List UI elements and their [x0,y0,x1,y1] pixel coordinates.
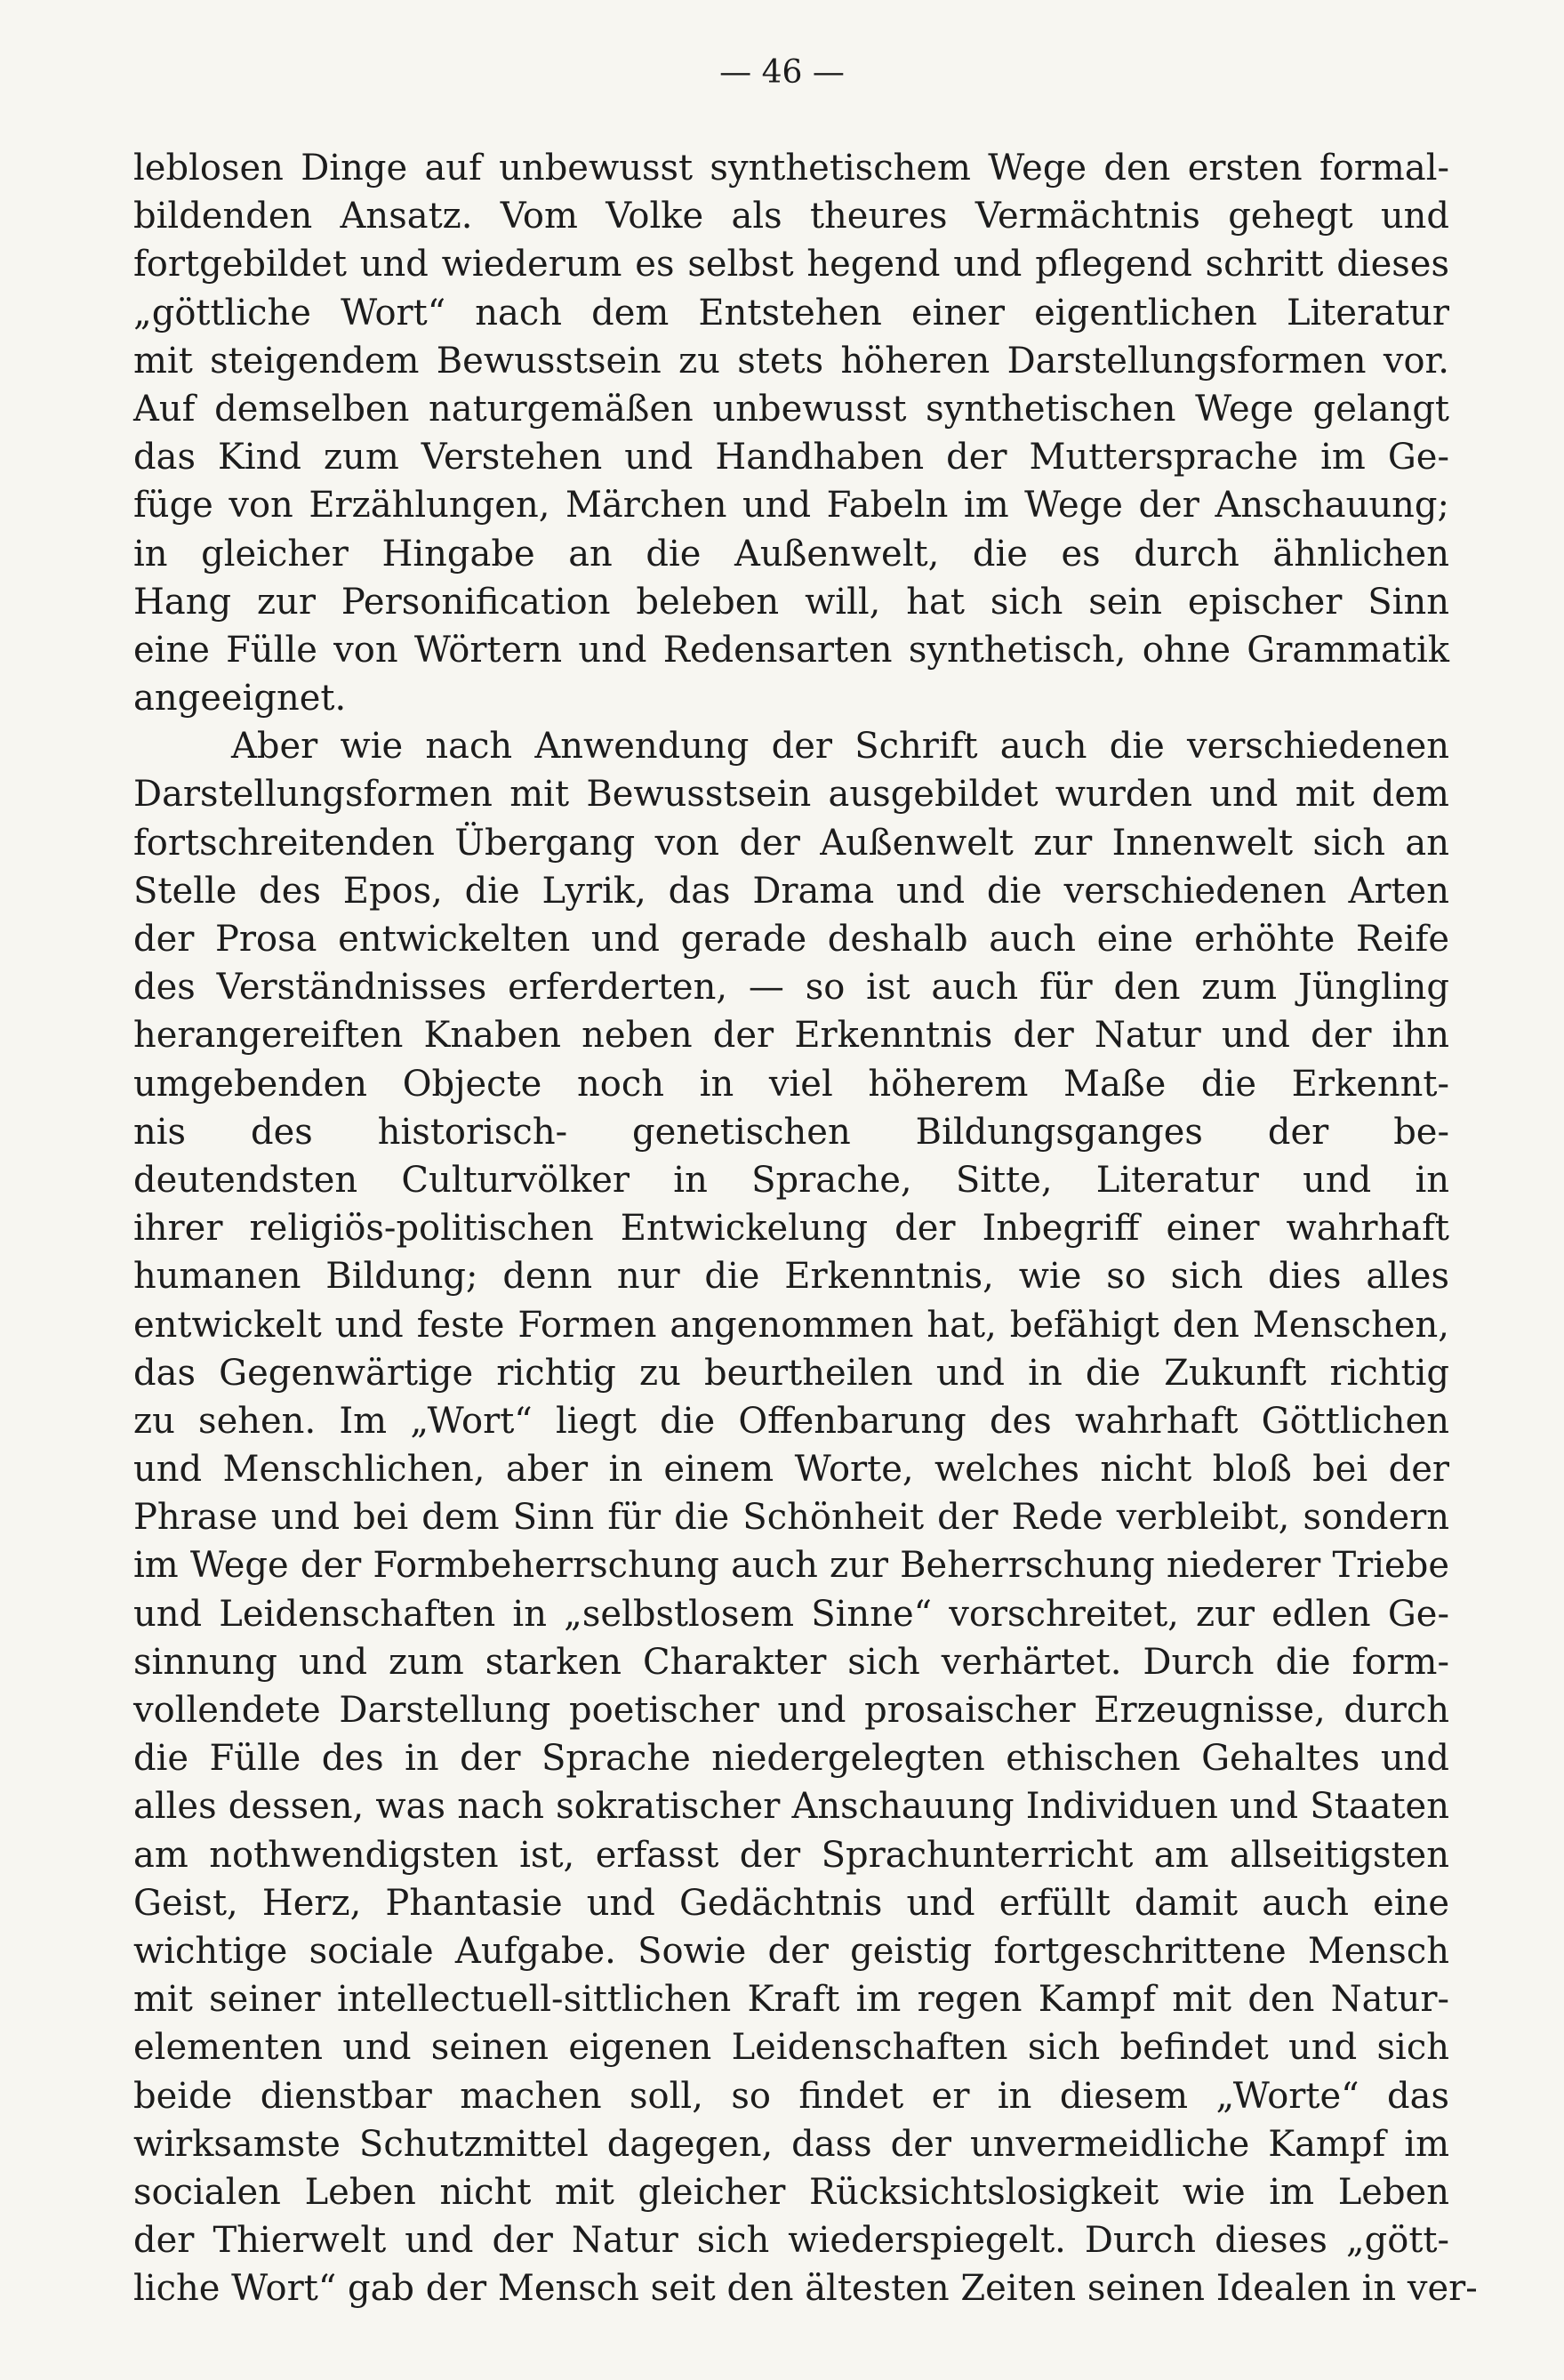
text-line: mit steigendem Bewusstsein zu stets höheren Darstellungsformen vor. [133,340,1449,382]
text-line: der Thierwelt und der Natur sich wiederspiegelt. Durch dieses „gött- [133,2220,1449,2262]
text-line: entwickelt und feste Formen angenommen hat, befähigt den Menschen, [133,1304,1449,1346]
text-line: humanen Bildung; denn nur die Erkenntnis, wie so sich dies alles [133,1256,1449,1298]
text-line: beide dienstbar machen soll, so findet er in diesem „Worte“ das [133,2075,1449,2117]
text-line: Stelle des Epos, die Lyrik, das Drama und die verschiedenen Arten [133,870,1449,912]
text-line: mit seiner intellectuell-sittlichen Kraft im regen Kampf mit den Natur- [133,1979,1449,2021]
text-line: wirksamste Schutzmittel dagegen, dass der unvermeidliche Kampf im [133,2123,1449,2165]
text-line: nis des historisch- genetischen Bildungsganges der be- [133,1111,1449,1153]
text-line: deutendsten Culturvölker in Sprache, Sitte, Literatur und in [133,1159,1449,1201]
text-line: und Leidenschaften in „selbstlosem Sinne“ vorschreitet, zur edlen Ge- [133,1593,1449,1635]
text-line: liche Wort“ gab der Mensch seit den ältesten Zeiten seinen Idealen in ver- [133,2268,1478,2310]
text-line: eine Fülle von Wörtern und Redensarten synthetisch, ohne Grammatik [133,629,1449,671]
text-line: Geist, Herz, Phantasie und Gedächtnis und erfüllt damit auch eine [133,1882,1449,1924]
text-line: „göttliche Wort“ nach dem Entstehen einer eigentlichen Literatur [133,292,1449,334]
text-line: füge von Erzählungen, Märchen und Fabeln im Wege der Anschauung; [133,485,1449,527]
text-line: herangereiften Knaben neben der Erkenntnis der Natur und der ihn [133,1015,1449,1057]
text-line: wichtige sociale Aufgabe. Sowie der geistig fortgeschrittene Mensch [133,1930,1449,1972]
text-line: ihrer religiös-politischen Entwickelung der Inbegriff einer wahrhaft [133,1208,1449,1250]
text-line: in gleicher Hingabe an die Außenwelt, die es durch ähnlichen [133,533,1449,575]
text-line: Auf demselben naturgemäßen unbewusst synthetischen Wege gelangt [133,388,1449,430]
text-line: zu sehen. Im „Wort“ liegt die Offenbarung des wahrhaft Göttlichen [133,1400,1449,1442]
text-line: bildenden Ansatz. Vom Volke als theures Vermächtnis gehegt und [133,196,1449,237]
text-line: fortgebildet und wiederum es selbst hegend und pflegend schritt dieses [133,244,1449,285]
text-line: alles dessen, was nach sokratischer Anschauung Individuen und Staaten [133,1786,1449,1828]
page-number: — 46 — [719,54,845,91]
text-line: Phrase und bei dem Sinn für die Schönheit der Rede verbleibt, sondern [133,1497,1449,1539]
text-line: des Verständnisses erferderten, — so ist auch für den zum Jüngling [133,967,1449,1009]
text-line: die Fülle des in der Sprache niedergelegten ethischen Gehaltes und [133,1738,1449,1780]
text-line: elementen und seinen eigenen Leidenschaften sich befindet und sich [133,2027,1449,2069]
text-line: leblosen Dinge auf unbewusst synthetischem Wege den ersten formal- [133,148,1449,189]
text-line: fortschreitenden Übergang von der Außenwelt zur Innenwelt sich an [133,822,1449,864]
text-line: der Prosa entwickelten und gerade deshalb auch eine erhöhte Reife [133,919,1449,960]
text-line: und Menschlichen, aber in einem Worte, welches nicht bloß bei der [133,1449,1449,1491]
text-line: am nothwendigsten ist, erfasst der Sprachunterricht am allseitigsten [133,1834,1449,1876]
text-line: angeeignet. [133,678,347,720]
text-line: umgebenden Objecte noch in viel höherem Maße die Erkennt- [133,1063,1449,1105]
text-line: Darstellungsformen mit Bewusstsein ausgebildet wurden und mit dem [133,774,1449,816]
body-text [133,144,1478,2312]
text-line: vollendete Darstellung poetischer und prosaischer Erzeugnisse, durch [133,1690,1449,1731]
text-line: das Kind zum Verstehen und Handhaben der Muttersprache im Ge- [133,437,1449,478]
text-line: das Gegenwärtige richtig zu beurtheilen und in die Zukunft richtig [133,1352,1449,1394]
text-line: im Wege der Formbeherrschung auch zur Beherrschung niederer Triebe [133,1545,1449,1587]
text-line: Hang zur Personification beleben will, hat sich sein epischer Sinn [133,581,1449,623]
text-line: sinnung und zum starken Charakter sich verhärtet. Durch die form- [133,1641,1449,1683]
text-line: socialen Leben nicht mit gleicher Rücksichtslosigkeit wie im Leben [133,2171,1449,2213]
text-line: Aber wie nach Anwendung der Schrift auch die verschiedenen [231,726,1449,768]
